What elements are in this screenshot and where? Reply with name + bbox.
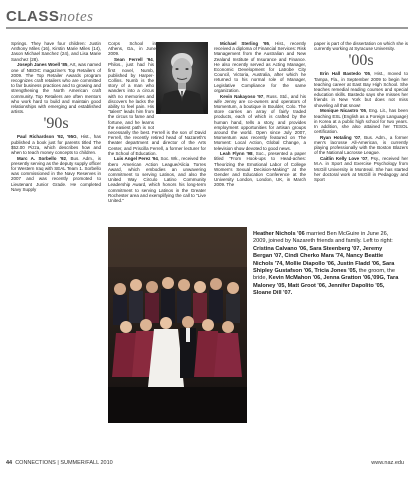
note-paragraph: Springs. They have four children: Justin Anthony Miles (16), Kirstin Marie Miles (14), Jason Michael Sanchez (24), and Lisa Marie Sanchez (28). xyxy=(11,41,101,62)
note-text: , Art, was named one of NBOIC magazine's Top Retailers of 2009. The Top Retailer Awards program recognizes craft retailers who are committed to fair business practices and to growing and strengthening the North American craft community. Top Retailers are often mentors who work hard to build and maintain good relationships with emerging and established artists. xyxy=(11,62,101,115)
section-title-sub: notes xyxy=(59,9,94,25)
note-paragraph xyxy=(214,41,306,93)
alumni-name: Erin Hall Bastedo '05 xyxy=(320,71,371,77)
note-paragraph xyxy=(314,135,408,156)
note-paragraph: paper is part of the dissertation on which she is currently working at Syracuse University. xyxy=(314,41,408,52)
photo-caption xyxy=(253,231,403,298)
column-1 xyxy=(11,41,101,193)
alumni-name: Marc A. Sorbello '92 xyxy=(17,155,66,161)
note-text: , Bus. Adm., a former men's lacrosse All-American, is currently playing professionally with the Boston Blazers of the National Lacrosse League. xyxy=(314,134,408,156)
alumni-name: Ryan Hotaling '07 xyxy=(320,134,361,140)
wedding-group-photo xyxy=(108,227,247,423)
caption-groom-text: the groom, the bride, xyxy=(253,268,395,282)
headshot-photo xyxy=(156,42,208,114)
note-paragraph xyxy=(214,151,306,187)
note-paragraph xyxy=(314,108,408,134)
alumni-name: Leah Flynn '98 xyxy=(220,151,253,157)
note-paragraph xyxy=(108,156,206,203)
publication-name: CONNECTIONS | SUMMER/FALL 2010 xyxy=(15,460,113,466)
note-text: , Soc. Wk., received the Ibero American Action League/Alicia Torres Award, which embodies an unwavering commitment to serving Latinos, and also the United Way Circulo Latino Community Leadership Award, which honors his long-term commitment to serving Latinos in the Greater Rochester area and exemplifying the call to "Live United." xyxy=(108,156,206,204)
note-paragraph xyxy=(11,156,101,192)
section-title-main: CLASS xyxy=(6,8,60,25)
wedding-group-image xyxy=(108,227,247,423)
alumni-name: Caitlin Kelly Love '07 xyxy=(320,156,368,162)
footer-url: www.naz.edu xyxy=(371,460,404,466)
note-text: , Bus. Adm., is presently serving as the deputy supply officer for Western Iraq with SEAL Team 1. Sorbello was commissioned in the Navy Reserves in 2007 and was recently promoted to Lieutenant Junior Grade. He completed Navy Supply xyxy=(11,155,101,192)
note-paragraph xyxy=(11,134,101,155)
alumni-name: Michael Sterling '95 xyxy=(220,41,270,46)
note-text: , Eng. Lit., has been teaching ESL (English as a Foreign Language) in Korea at a public high school for two years. In addition, she also attained her TESOL certification. xyxy=(314,108,408,135)
caption-lead-text: married Ben McGuire in June 26, 2009, joined by Nazareth friends and family. xyxy=(253,231,389,245)
note-text: , Soc., presented a paper titled "From Hook-ups to Head-aches: Theorizing the Emotional Labor of College Women's Sexual Decision-Making" at the Gender and Education Conference at the University London, London, UK, in March 2009. The xyxy=(214,151,306,188)
alumni-name: Sean Ferrell '94 xyxy=(114,57,153,63)
note-paragraph xyxy=(314,71,408,107)
caption-names: Cristina Calvano '06, Sara Steenberg '07, Jeremy Bergan '07, Cindi Cherko Mara '74, Nancy Beattie Nichols '74, Mollie Diapollo '06, Justin Fladd '06, Sara Shipley Gustafson '06, Tricia Jones '05, xyxy=(253,245,395,275)
note-paragraph xyxy=(214,94,306,151)
caption-lead-name: Heather Nichols '06 xyxy=(253,231,305,237)
caption-intro: Left to right: xyxy=(363,238,393,245)
alumni-name: Luis Angel Perez '94 xyxy=(114,156,158,162)
decade-heading: '00s xyxy=(348,52,374,70)
note-text: , Philos., just had his first novel, Numb, published by Harper-Collins. Numb is the story of a man who wanders into a circus with no memories and discovers he lacks the ability to feel pain. His "talent" leads him from the circus to fame and fortune, and he learns the easiest path is not necessarily the best. Ferrell is the son of David Ferrell, the recently retired head of Nazareth's theater department and director of the Arts Center, and Priscilla Ferrell, a former lecturer for the School of Education. xyxy=(108,57,206,156)
section-title xyxy=(6,8,94,26)
note-paragraph xyxy=(314,156,408,182)
alumni-name: Monique Nicastro '05 xyxy=(320,108,367,114)
column-3 xyxy=(214,41,306,188)
page-number: 44 xyxy=(6,460,13,466)
column-4 xyxy=(314,41,408,183)
note-paragraph xyxy=(11,62,101,114)
note-text: , Psy., received her M.A. in Sport and Exercise Psychology from McGill University in Montreal. She has started her doctoral work at McGill in Pedagogy and Sport xyxy=(314,156,408,182)
page-header xyxy=(0,0,414,32)
footer-left xyxy=(6,460,113,466)
note-paragraph: Corps School in Athens, Ga., in June 2009. xyxy=(108,41,156,57)
alumni-name: Paul Richardson '92, '95G xyxy=(17,134,77,140)
decade-heading: '90s xyxy=(43,115,69,133)
note-text: , Hist., has published a book just for parents titled The $52.00 Pizza, which describes how and when to teach money concepts to children. xyxy=(11,134,101,155)
alumni-name: Joseph Janes Woell '85 xyxy=(17,62,68,68)
headshot-image xyxy=(156,42,208,114)
caption-names-2: Kevin McMahon '06, Jenna Gratton '06,'09G, Tara Maloney '05, Matt Groot '06, Jennifer Dapolito '05, Sloane Dill '07. xyxy=(253,275,399,297)
note-text: , Hist., recently received a diploma of Financial Services: Risk Management from the Australian and New Zealand Institute of Insurance and Finance. He also recently served as Acting Manager, Economic Development for Latrobe City Council, Victoria, Australia, after which he returned to his normal role of Manager, Legislative Compliance for the same organization. xyxy=(214,41,306,93)
note-text: , Russ. Std., and his wife Jenny are co-owners and operators of Momentum, a boutique in Boulder, Colo. The store carries an array of fairly traded products, each of which is crafted by the human hand, tells a story, and provides employment opportunities for artisan groups around the world. Open since July 2007, Momentum was recently featured on The Moment: Local Action, Global Change, a television show devoted to good news. xyxy=(214,93,306,151)
note-text: , Hist., moved to Tampa, Fla., in September 2009 to begin her teaching career at East Bay High School. She teaches remedial reading courses and special education skills. Bastedo says she misses her friends in New York but does not miss shoveling all that snow! xyxy=(314,71,408,108)
page-footer xyxy=(0,455,414,475)
header-rule xyxy=(6,27,408,29)
alumni-name: Kevin Nakayoso '97 xyxy=(220,93,264,99)
